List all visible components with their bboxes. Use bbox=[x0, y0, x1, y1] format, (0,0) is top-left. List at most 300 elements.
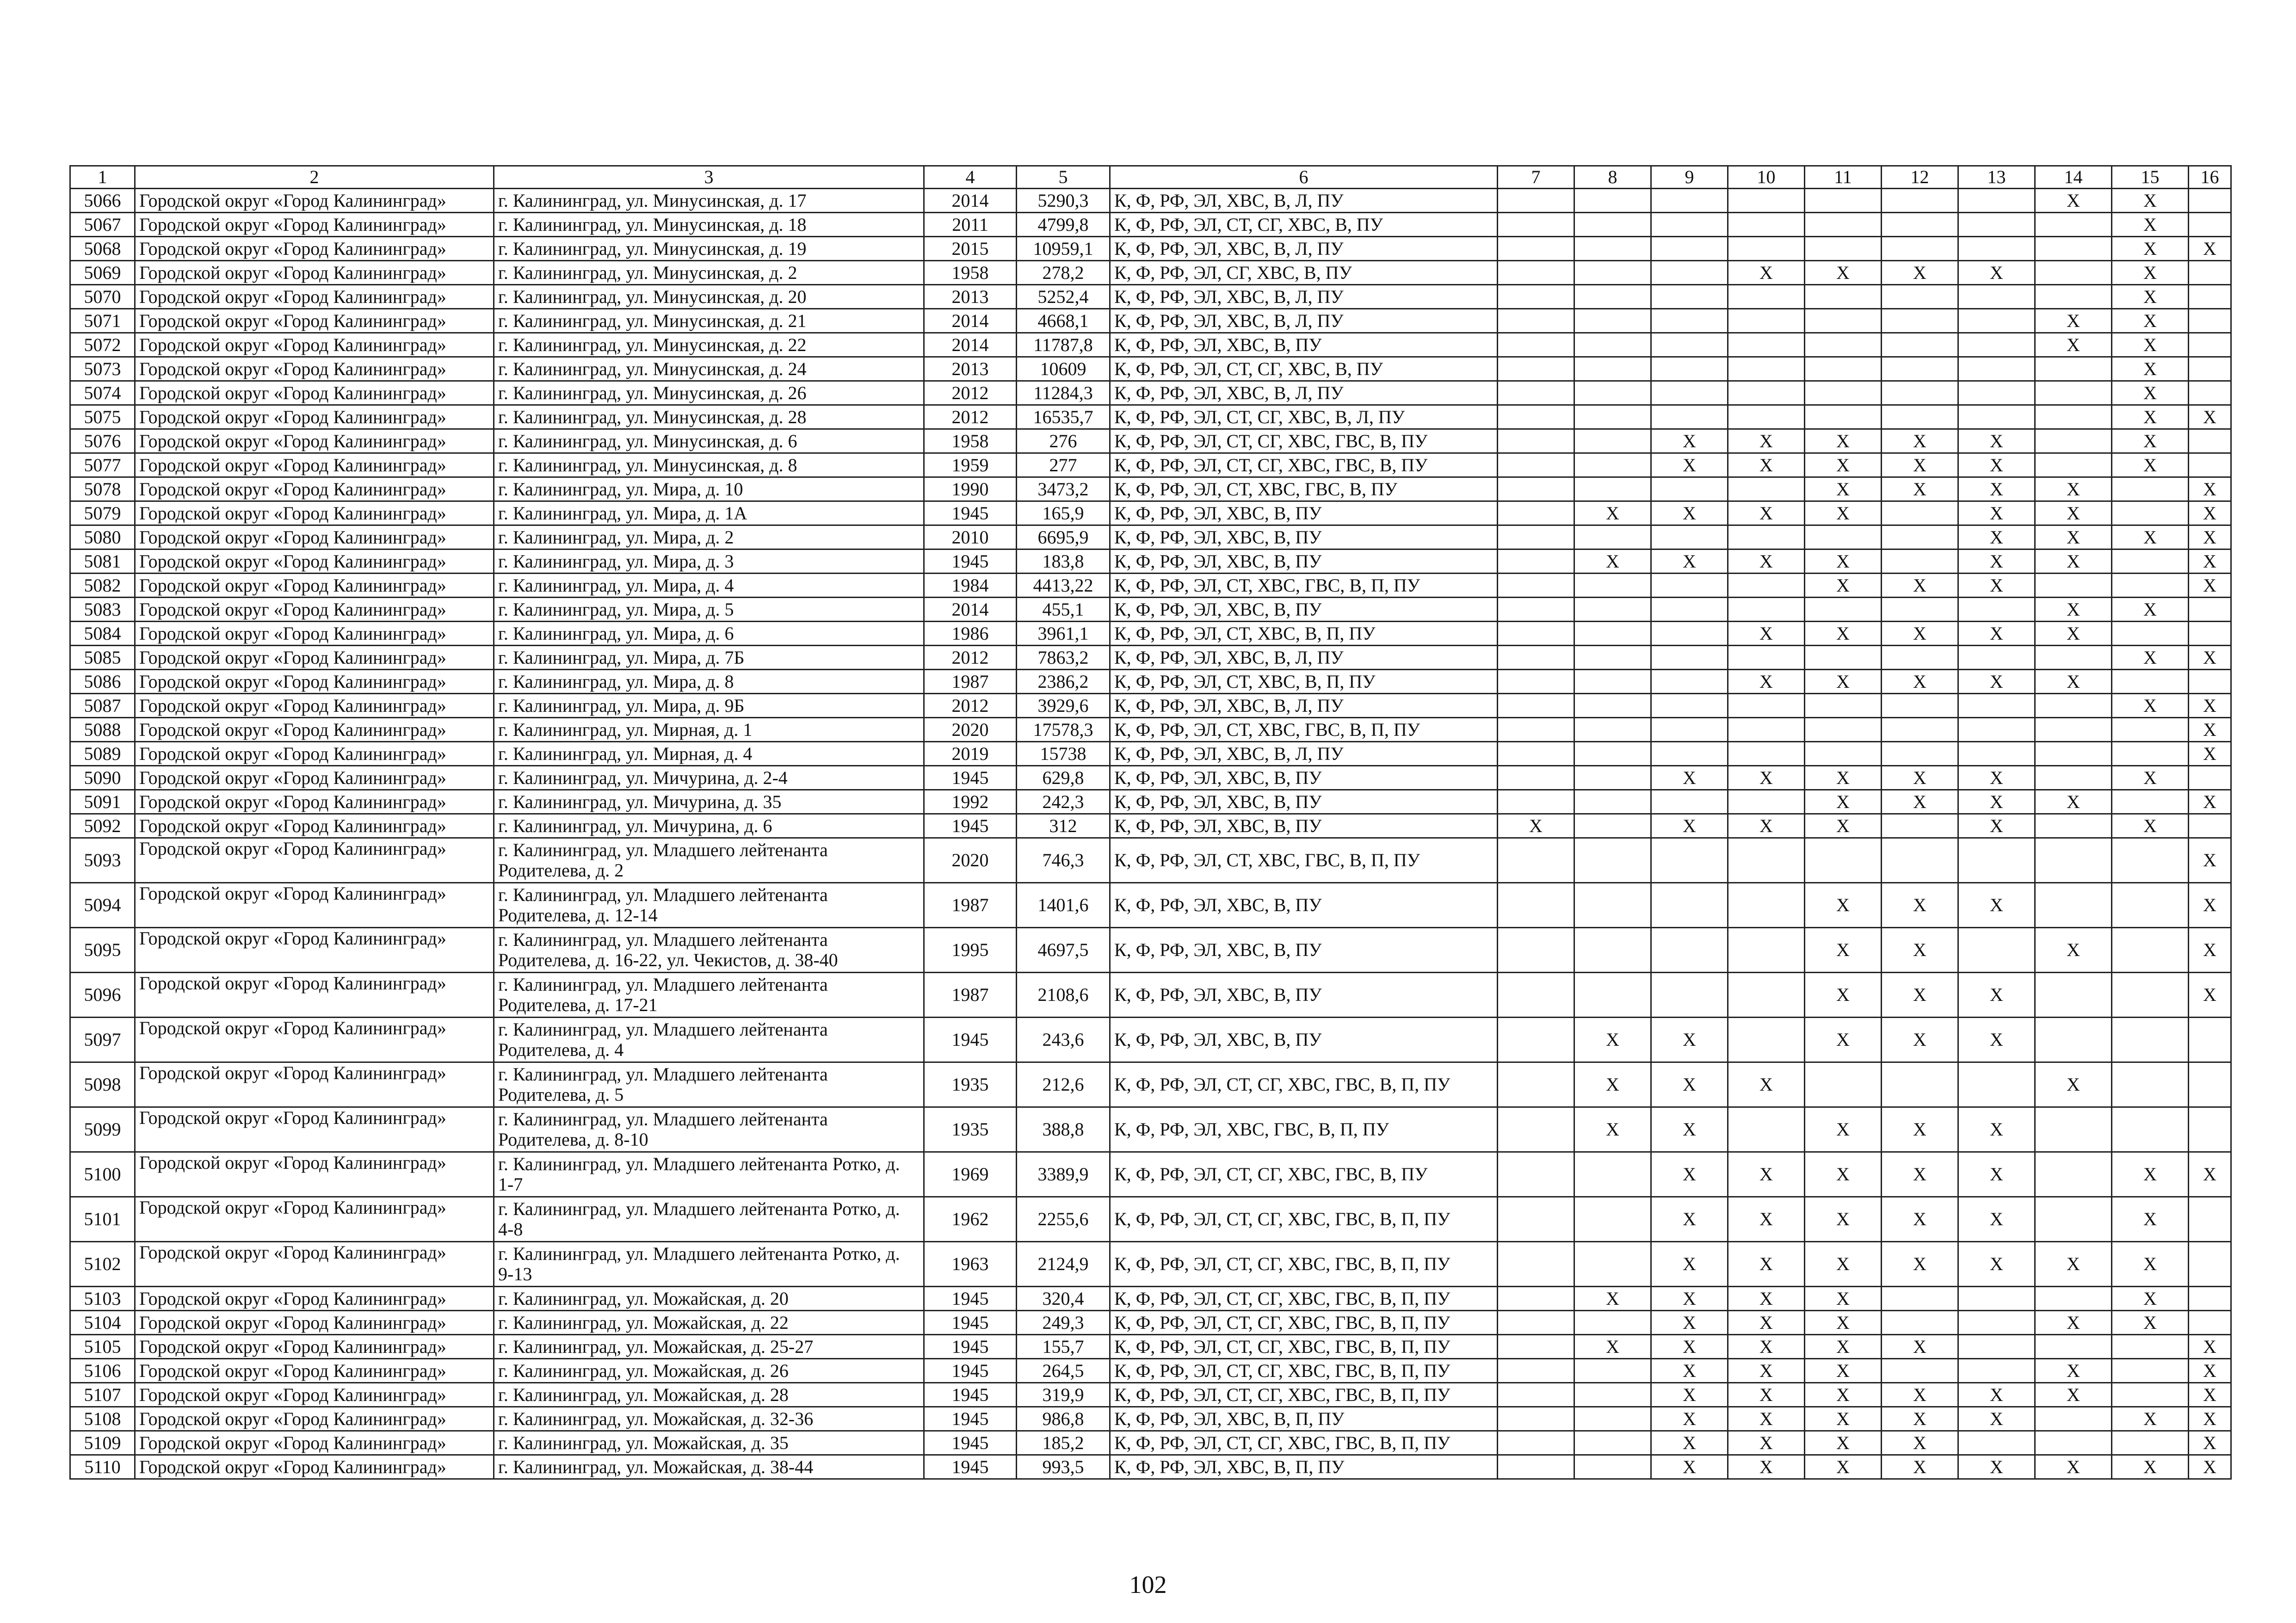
systems-cell: К, Ф, РФ, ЭЛ, СТ, СГ, ХВС, ГВС, В, П, ПУ bbox=[1110, 1311, 1498, 1335]
row-number-cell: 5105 bbox=[70, 1335, 135, 1359]
row-number-cell: 5099 bbox=[70, 1107, 135, 1152]
mark-cell-col9 bbox=[1651, 973, 1728, 1018]
year-cell: 1945 bbox=[924, 1431, 1017, 1455]
mark-cell-col10 bbox=[1728, 973, 1805, 1018]
table-row bbox=[70, 928, 2231, 973]
mark-cell-col14: X bbox=[2035, 1383, 2112, 1407]
mark-cell-col15: X bbox=[2112, 1311, 2189, 1335]
year-cell: 1945 bbox=[924, 1455, 1017, 1479]
systems-cell: К, Ф, РФ, ЭЛ, ХВС, В, ПУ bbox=[1110, 973, 1498, 1018]
mark-cell-col13: X bbox=[1958, 1407, 2035, 1431]
address-cell: г. Калининград, ул. Можайская, д. 32-36 bbox=[494, 1407, 924, 1431]
address-cell: г. Калининград, ул. Можайская, д. 25-27 bbox=[494, 1335, 924, 1359]
area-cell: 4413,22 bbox=[1017, 574, 1110, 598]
mark-cell-col16 bbox=[2189, 1242, 2231, 1287]
mark-cell-col16: X bbox=[2189, 928, 2231, 973]
mark-cell-col12 bbox=[1882, 694, 1958, 718]
mark-cell-col12 bbox=[1882, 598, 1958, 622]
mark-cell-col16: X bbox=[2189, 790, 2231, 814]
mark-cell-col15 bbox=[2112, 622, 2189, 646]
mark-cell-col13: X bbox=[1958, 549, 2035, 574]
mark-cell-col16: X bbox=[2189, 646, 2231, 670]
mark-cell-col14: X bbox=[2035, 790, 2112, 814]
systems-cell: К, Ф, РФ, ЭЛ, ХВС, В, П, ПУ bbox=[1110, 1455, 1498, 1479]
systems-cell: К, Ф, РФ, ЭЛ, ХВС, В, Л, ПУ bbox=[1110, 646, 1498, 670]
mark-cell-col13: X bbox=[1958, 501, 2035, 525]
mark-cell-col16 bbox=[2189, 261, 2231, 285]
table-row bbox=[70, 285, 2231, 309]
year-cell: 2014 bbox=[924, 598, 1017, 622]
mark-cell-col13 bbox=[1958, 1335, 2035, 1359]
row-number-cell: 5089 bbox=[70, 742, 135, 766]
row-number-cell: 5086 bbox=[70, 670, 135, 694]
address-cell: г. Калининград, ул. Мира, д. 2 bbox=[494, 525, 924, 549]
row-number-cell: 5106 bbox=[70, 1359, 135, 1383]
area-cell: 388,8 bbox=[1017, 1107, 1110, 1152]
mark-cell-col15 bbox=[2112, 838, 2189, 883]
mark-cell-col11 bbox=[1805, 525, 1882, 549]
area-cell: 10959,1 bbox=[1017, 237, 1110, 261]
municipality-cell: Городской округ «Город Калининград» bbox=[135, 646, 494, 670]
table-row bbox=[70, 1197, 2231, 1242]
address-cell: г. Калининград, ул. Можайская, д. 28 bbox=[494, 1383, 924, 1407]
mark-cell-col8 bbox=[1574, 694, 1651, 718]
mark-cell-col7 bbox=[1498, 213, 1574, 237]
row-number-cell: 5075 bbox=[70, 405, 135, 429]
mark-cell-col12 bbox=[1882, 646, 1958, 670]
area-cell: 455,1 bbox=[1017, 598, 1110, 622]
mark-cell-col10: X bbox=[1728, 549, 1805, 574]
mark-cell-col14 bbox=[2035, 1107, 2112, 1152]
mark-cell-col10 bbox=[1728, 309, 1805, 333]
mark-cell-col10 bbox=[1728, 928, 1805, 973]
systems-cell: К, Ф, РФ, ЭЛ, СТ, ХВС, В, П, ПУ bbox=[1110, 622, 1498, 646]
area-cell: 5252,4 bbox=[1017, 285, 1110, 309]
mark-cell-col15: X bbox=[2112, 237, 2189, 261]
column-header: 4 bbox=[924, 166, 1017, 189]
area-cell: 7863,2 bbox=[1017, 646, 1110, 670]
systems-cell: К, Ф, РФ, ЭЛ, СТ, СГ, ХВС, ГВС, В, П, ПУ bbox=[1110, 1197, 1498, 1242]
mark-cell-col12 bbox=[1882, 742, 1958, 766]
table-row bbox=[70, 973, 2231, 1018]
table-row bbox=[70, 453, 2231, 477]
municipality-cell: Городской округ «Город Калининград» bbox=[135, 1062, 494, 1107]
column-header: 11 bbox=[1805, 166, 1882, 189]
area-cell: 4697,5 bbox=[1017, 928, 1110, 973]
year-cell: 1986 bbox=[924, 622, 1017, 646]
municipality-cell: Городской округ «Город Калининград» bbox=[135, 1455, 494, 1479]
mark-cell-col16: X bbox=[2189, 1407, 2231, 1431]
area-cell: 993,5 bbox=[1017, 1455, 1110, 1479]
row-number-cell: 5100 bbox=[70, 1152, 135, 1197]
mark-cell-col15: X bbox=[2112, 405, 2189, 429]
mark-cell-col11: X bbox=[1805, 1311, 1882, 1335]
area-cell: 10609 bbox=[1017, 357, 1110, 381]
mark-cell-col15: X bbox=[2112, 1197, 2189, 1242]
mark-cell-col13 bbox=[1958, 405, 2035, 429]
area-cell: 17578,3 bbox=[1017, 718, 1110, 742]
address-cell: г. Калининград, ул. Минусинская, д. 24 bbox=[494, 357, 924, 381]
mark-cell-col16 bbox=[2189, 309, 2231, 333]
systems-cell: К, Ф, РФ, ЭЛ, СТ, ХВС, ГВС, В, ПУ bbox=[1110, 477, 1498, 501]
address-cell: г. Калининград, ул. Мичурина, д. 6 bbox=[494, 814, 924, 838]
year-cell: 1958 bbox=[924, 429, 1017, 453]
year-cell: 2014 bbox=[924, 189, 1017, 213]
mark-cell-col13 bbox=[1958, 598, 2035, 622]
mark-cell-col8 bbox=[1574, 928, 1651, 973]
year-cell: 1992 bbox=[924, 790, 1017, 814]
mark-cell-col11 bbox=[1805, 357, 1882, 381]
column-header: 2 bbox=[135, 166, 494, 189]
mark-cell-col13 bbox=[1958, 189, 2035, 213]
mark-cell-col10: X bbox=[1728, 1335, 1805, 1359]
mark-cell-col9: X bbox=[1651, 453, 1728, 477]
mark-cell-col15: X bbox=[2112, 429, 2189, 453]
mark-cell-col12: X bbox=[1882, 1107, 1958, 1152]
mark-cell-col9: X bbox=[1651, 549, 1728, 574]
mark-cell-col13: X bbox=[1958, 1152, 2035, 1197]
row-number-cell: 5073 bbox=[70, 357, 135, 381]
mark-cell-col15 bbox=[2112, 574, 2189, 598]
mark-cell-col13: X bbox=[1958, 453, 2035, 477]
year-cell: 1987 bbox=[924, 883, 1017, 928]
area-cell: 243,6 bbox=[1017, 1018, 1110, 1062]
year-cell: 1962 bbox=[924, 1197, 1017, 1242]
mark-cell-col9 bbox=[1651, 574, 1728, 598]
mark-cell-col14 bbox=[2035, 1287, 2112, 1311]
municipality-cell: Городской округ «Город Калининград» bbox=[135, 1018, 494, 1062]
mark-cell-col7 bbox=[1498, 694, 1574, 718]
mark-cell-col14: X bbox=[2035, 501, 2112, 525]
mark-cell-col12: X bbox=[1882, 1242, 1958, 1287]
mark-cell-col15 bbox=[2112, 1335, 2189, 1359]
row-number-cell: 5078 bbox=[70, 477, 135, 501]
area-cell: 16535,7 bbox=[1017, 405, 1110, 429]
row-number-cell: 5070 bbox=[70, 285, 135, 309]
mark-cell-col13: X bbox=[1958, 1383, 2035, 1407]
area-cell: 212,6 bbox=[1017, 1062, 1110, 1107]
address-cell: г. Калининград, ул. Минусинская, д. 20 bbox=[494, 285, 924, 309]
mark-cell-col15: X bbox=[2112, 189, 2189, 213]
systems-cell: К, Ф, РФ, ЭЛ, ХВС, В, Л, ПУ bbox=[1110, 189, 1498, 213]
mark-cell-col15 bbox=[2112, 1431, 2189, 1455]
systems-cell: К, Ф, РФ, ЭЛ, ХВС, ГВС, В, П, ПУ bbox=[1110, 1107, 1498, 1152]
mark-cell-col11: X bbox=[1805, 1152, 1882, 1197]
mark-cell-col8 bbox=[1574, 1242, 1651, 1287]
address-cell: г. Калининград, ул. Младшего лейтенанта Родителева, д. 8-10 bbox=[494, 1107, 924, 1152]
table-row bbox=[70, 1018, 2231, 1062]
mark-cell-col8 bbox=[1574, 525, 1651, 549]
mark-cell-col10 bbox=[1728, 574, 1805, 598]
column-number-row bbox=[70, 166, 2231, 189]
row-number-cell: 5079 bbox=[70, 501, 135, 525]
area-cell: 3389,9 bbox=[1017, 1152, 1110, 1197]
mark-cell-col15: X bbox=[2112, 357, 2189, 381]
mark-cell-col8: X bbox=[1574, 1107, 1651, 1152]
mark-cell-col9: X bbox=[1651, 1383, 1728, 1407]
municipality-cell: Городской округ «Город Калининград» bbox=[135, 285, 494, 309]
mark-cell-col12: X bbox=[1882, 670, 1958, 694]
mark-cell-col12: X bbox=[1882, 1383, 1958, 1407]
row-number-cell: 5085 bbox=[70, 646, 135, 670]
mark-cell-col11: X bbox=[1805, 1287, 1882, 1311]
mark-cell-col11 bbox=[1805, 333, 1882, 357]
mark-cell-col13 bbox=[1958, 213, 2035, 237]
mark-cell-col12 bbox=[1882, 213, 1958, 237]
mark-cell-col8 bbox=[1574, 405, 1651, 429]
area-cell: 2386,2 bbox=[1017, 670, 1110, 694]
mark-cell-col15: X bbox=[2112, 453, 2189, 477]
year-cell: 1995 bbox=[924, 928, 1017, 973]
mark-cell-col15: X bbox=[2112, 598, 2189, 622]
mark-cell-col7 bbox=[1498, 1455, 1574, 1479]
mark-cell-col10 bbox=[1728, 742, 1805, 766]
mark-cell-col8 bbox=[1574, 309, 1651, 333]
row-number-cell: 5077 bbox=[70, 453, 135, 477]
mark-cell-col11: X bbox=[1805, 622, 1882, 646]
row-number-cell: 5103 bbox=[70, 1287, 135, 1311]
mark-cell-col15 bbox=[2112, 718, 2189, 742]
mark-cell-col12 bbox=[1882, 549, 1958, 574]
municipality-cell: Городской округ «Город Калининград» bbox=[135, 501, 494, 525]
address-cell: г. Калининград, ул. Можайская, д. 20 bbox=[494, 1287, 924, 1311]
column-header: 14 bbox=[2035, 166, 2112, 189]
mark-cell-col9: X bbox=[1651, 1152, 1728, 1197]
mark-cell-col16 bbox=[2189, 814, 2231, 838]
municipality-cell: Городской округ «Город Калининград» bbox=[135, 838, 494, 883]
mark-cell-col11 bbox=[1805, 213, 1882, 237]
mark-cell-col16: X bbox=[2189, 883, 2231, 928]
mark-cell-col14 bbox=[2035, 453, 2112, 477]
mark-cell-col11: X bbox=[1805, 670, 1882, 694]
mark-cell-col13: X bbox=[1958, 1107, 2035, 1152]
mark-cell-col16 bbox=[2189, 1287, 2231, 1311]
mark-cell-col16: X bbox=[2189, 1152, 2231, 1197]
systems-cell: К, Ф, РФ, ЭЛ, ХВС, В, ПУ bbox=[1110, 766, 1498, 790]
mark-cell-col16: X bbox=[2189, 742, 2231, 766]
mark-cell-col15 bbox=[2112, 670, 2189, 694]
mark-cell-col14: X bbox=[2035, 525, 2112, 549]
mark-cell-col8: X bbox=[1574, 1287, 1651, 1311]
mark-cell-col10 bbox=[1728, 883, 1805, 928]
mark-cell-col15: X bbox=[2112, 1287, 2189, 1311]
mark-cell-col15 bbox=[2112, 1107, 2189, 1152]
row-number-cell: 5069 bbox=[70, 261, 135, 285]
table-row bbox=[70, 1407, 2231, 1431]
mark-cell-col11: X bbox=[1805, 1359, 1882, 1383]
mark-cell-col14: X bbox=[2035, 1359, 2112, 1383]
mark-cell-col11: X bbox=[1805, 1407, 1882, 1431]
municipality-cell: Городской округ «Город Калининград» bbox=[135, 357, 494, 381]
mark-cell-col12 bbox=[1882, 1287, 1958, 1311]
mark-cell-col7 bbox=[1498, 1383, 1574, 1407]
mark-cell-col14 bbox=[2035, 381, 2112, 405]
mark-cell-col8 bbox=[1574, 1407, 1651, 1431]
mark-cell-col11: X bbox=[1805, 928, 1882, 973]
mark-cell-col11: X bbox=[1805, 1242, 1882, 1287]
mark-cell-col10 bbox=[1728, 598, 1805, 622]
table-row bbox=[70, 1242, 2231, 1287]
mark-cell-col15: X bbox=[2112, 646, 2189, 670]
mark-cell-col11 bbox=[1805, 742, 1882, 766]
table-row bbox=[70, 405, 2231, 429]
mark-cell-col15 bbox=[2112, 501, 2189, 525]
row-number-cell: 5095 bbox=[70, 928, 135, 973]
systems-cell: К, Ф, РФ, ЭЛ, СТ, СГ, ХВС, В, Л, ПУ bbox=[1110, 405, 1498, 429]
systems-cell: К, Ф, РФ, ЭЛ, СТ, СГ, ХВС, В, ПУ bbox=[1110, 357, 1498, 381]
mark-cell-col16: X bbox=[2189, 1359, 2231, 1383]
address-cell: г. Калининград, ул. Минусинская, д. 18 bbox=[494, 213, 924, 237]
column-header: 6 bbox=[1110, 166, 1498, 189]
area-cell: 278,2 bbox=[1017, 261, 1110, 285]
table-row bbox=[70, 718, 2231, 742]
address-cell: г. Калининград, ул. Младшего лейтенанта Родителева, д. 16-22, ул. Чекистов, д. 38-40 bbox=[494, 928, 924, 973]
mark-cell-col8: X bbox=[1574, 1335, 1651, 1359]
address-cell: г. Калининград, ул. Младшего лейтенанта Ротко, д. 4-8 bbox=[494, 1197, 924, 1242]
mark-cell-col16 bbox=[2189, 429, 2231, 453]
mark-cell-col16 bbox=[2189, 1311, 2231, 1335]
area-cell: 1401,6 bbox=[1017, 883, 1110, 928]
mark-cell-col8 bbox=[1574, 670, 1651, 694]
mark-cell-col11 bbox=[1805, 598, 1882, 622]
mark-cell-col15 bbox=[2112, 1359, 2189, 1383]
row-number-cell: 5066 bbox=[70, 189, 135, 213]
mark-cell-col8 bbox=[1574, 1311, 1651, 1335]
year-cell: 1984 bbox=[924, 574, 1017, 598]
row-number-cell: 5092 bbox=[70, 814, 135, 838]
mark-cell-col10: X bbox=[1728, 1152, 1805, 1197]
mark-cell-col9 bbox=[1651, 381, 1728, 405]
mark-cell-col15 bbox=[2112, 1062, 2189, 1107]
mark-cell-col8 bbox=[1574, 973, 1651, 1018]
mark-cell-col11: X bbox=[1805, 766, 1882, 790]
mark-cell-col12 bbox=[1882, 525, 1958, 549]
mark-cell-col11: X bbox=[1805, 429, 1882, 453]
row-number-cell: 5101 bbox=[70, 1197, 135, 1242]
mark-cell-col10 bbox=[1728, 285, 1805, 309]
mark-cell-col10: X bbox=[1728, 1431, 1805, 1455]
mark-cell-col12 bbox=[1882, 333, 1958, 357]
address-cell: г. Калининград, ул. Мира, д. 1А bbox=[494, 501, 924, 525]
mark-cell-col9: X bbox=[1651, 1431, 1728, 1455]
mark-cell-col11 bbox=[1805, 694, 1882, 718]
row-number-cell: 5084 bbox=[70, 622, 135, 646]
mark-cell-col13: X bbox=[1958, 790, 2035, 814]
mark-cell-col9 bbox=[1651, 883, 1728, 928]
area-cell: 11787,8 bbox=[1017, 333, 1110, 357]
mark-cell-col11: X bbox=[1805, 477, 1882, 501]
area-cell: 986,8 bbox=[1017, 1407, 1110, 1431]
mark-cell-col8 bbox=[1574, 189, 1651, 213]
mark-cell-col9 bbox=[1651, 189, 1728, 213]
mark-cell-col9 bbox=[1651, 213, 1728, 237]
systems-cell: К, Ф, РФ, ЭЛ, ХВС, В, ПУ bbox=[1110, 525, 1498, 549]
systems-cell: К, Ф, РФ, ЭЛ, ХВС, В, Л, ПУ bbox=[1110, 381, 1498, 405]
row-number-cell: 5072 bbox=[70, 333, 135, 357]
mark-cell-col8 bbox=[1574, 883, 1651, 928]
table-row bbox=[70, 598, 2231, 622]
mark-cell-col11 bbox=[1805, 309, 1882, 333]
year-cell: 2015 bbox=[924, 237, 1017, 261]
municipality-cell: Городской округ «Город Калининград» bbox=[135, 1335, 494, 1359]
mark-cell-col14: X bbox=[2035, 928, 2112, 973]
table-row bbox=[70, 838, 2231, 883]
mark-cell-col9: X bbox=[1651, 1287, 1728, 1311]
municipality-cell: Городской округ «Город Калининград» bbox=[135, 790, 494, 814]
area-cell: 264,5 bbox=[1017, 1359, 1110, 1383]
year-cell: 1987 bbox=[924, 973, 1017, 1018]
mark-cell-col14 bbox=[2035, 285, 2112, 309]
mark-cell-col8: X bbox=[1574, 1062, 1651, 1107]
mark-cell-col11: X bbox=[1805, 501, 1882, 525]
row-number-cell: 5109 bbox=[70, 1431, 135, 1455]
systems-cell: К, Ф, РФ, ЭЛ, СТ, СГ, ХВС, ГВС, В, П, ПУ bbox=[1110, 1431, 1498, 1455]
mark-cell-col9 bbox=[1651, 928, 1728, 973]
mark-cell-col12 bbox=[1882, 1311, 1958, 1335]
mark-cell-col10: X bbox=[1728, 501, 1805, 525]
mark-cell-col15 bbox=[2112, 928, 2189, 973]
mark-cell-col9 bbox=[1651, 405, 1728, 429]
column-header: 8 bbox=[1574, 166, 1651, 189]
mark-cell-col8 bbox=[1574, 429, 1651, 453]
year-cell: 2020 bbox=[924, 718, 1017, 742]
row-number-cell: 5091 bbox=[70, 790, 135, 814]
mark-cell-col11: X bbox=[1805, 973, 1882, 1018]
column-header: 1 bbox=[70, 166, 135, 189]
mark-cell-col10 bbox=[1728, 1018, 1805, 1062]
mark-cell-col12 bbox=[1882, 237, 1958, 261]
year-cell: 2014 bbox=[924, 333, 1017, 357]
row-number-cell: 5081 bbox=[70, 549, 135, 574]
mark-cell-col15: X bbox=[2112, 309, 2189, 333]
mark-cell-col16 bbox=[2189, 1107, 2231, 1152]
mark-cell-col14 bbox=[2035, 237, 2112, 261]
mark-cell-col7 bbox=[1498, 928, 1574, 973]
mark-cell-col12: X bbox=[1882, 1407, 1958, 1431]
mark-cell-col12 bbox=[1882, 718, 1958, 742]
area-cell: 2124,9 bbox=[1017, 1242, 1110, 1287]
mark-cell-col11 bbox=[1805, 646, 1882, 670]
row-number-cell: 5068 bbox=[70, 237, 135, 261]
area-cell: 15738 bbox=[1017, 742, 1110, 766]
mark-cell-col9 bbox=[1651, 670, 1728, 694]
mark-cell-col10 bbox=[1728, 1107, 1805, 1152]
municipality-cell: Городской округ «Город Калининград» bbox=[135, 574, 494, 598]
mark-cell-col16: X bbox=[2189, 838, 2231, 883]
table-row bbox=[70, 1455, 2231, 1479]
address-cell: г. Калининград, ул. Младшего лейтенанта Родителева, д. 12-14 bbox=[494, 883, 924, 928]
municipality-cell: Городской округ «Город Калининград» bbox=[135, 598, 494, 622]
mark-cell-col12 bbox=[1882, 405, 1958, 429]
year-cell: 2010 bbox=[924, 525, 1017, 549]
address-cell: г. Калининград, ул. Минусинская, д. 2 bbox=[494, 261, 924, 285]
mark-cell-col13 bbox=[1958, 694, 2035, 718]
mark-cell-col15 bbox=[2112, 883, 2189, 928]
address-cell: г. Калининград, ул. Мирная, д. 1 bbox=[494, 718, 924, 742]
mark-cell-col14: X bbox=[2035, 1455, 2112, 1479]
address-cell: г. Калининград, ул. Мичурина, д. 35 bbox=[494, 790, 924, 814]
mark-cell-col9: X bbox=[1651, 1335, 1728, 1359]
mark-cell-col10: X bbox=[1728, 1383, 1805, 1407]
mark-cell-col14 bbox=[2035, 694, 2112, 718]
mark-cell-col7 bbox=[1498, 1407, 1574, 1431]
mark-cell-col12: X bbox=[1882, 790, 1958, 814]
mark-cell-col16 bbox=[2189, 381, 2231, 405]
mark-cell-col11: X bbox=[1805, 261, 1882, 285]
area-cell: 320,4 bbox=[1017, 1287, 1110, 1311]
systems-cell: К, Ф, РФ, ЭЛ, СТ, СГ, ХВС, ГВС, В, П, ПУ bbox=[1110, 1062, 1498, 1107]
mark-cell-col10: X bbox=[1728, 1197, 1805, 1242]
